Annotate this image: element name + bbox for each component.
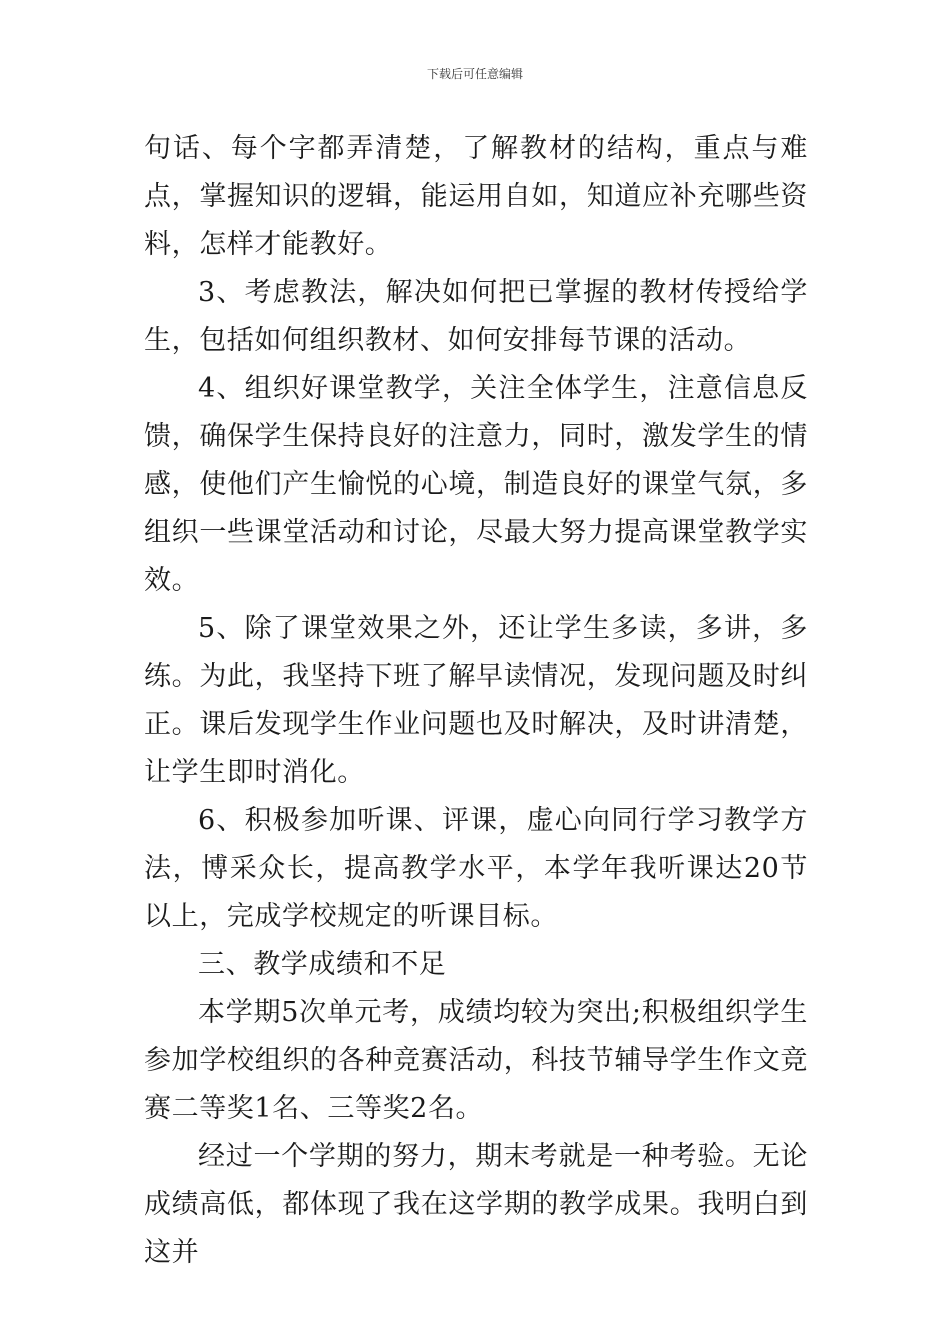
section-heading: 三、教学成绩和不足 [198, 949, 447, 980]
paragraph-item-6: 6、积极参加听课、评课，虚心向同行学习教学方法，博采众长，提高教学水平，本学年我听课达20节以上，完成学校规定的听课目标。 [144, 805, 808, 932]
paragraph-item-4: 4、组织好课堂教学，关注全体学生，注意信息反馈，确保学生保持良好的注意力，同时，激发学生的情感，使他们产生愉悦的心境，制造良好的课堂气氛，多组织一些课堂活动和讨论，尽最大努力提高课堂教学实效。 [144, 373, 808, 596]
paragraph-conclusion: 经过一个学期的努力，期末考就是一种考验。无论成绩高低，都体现了我在这学期的教学成果。我明白到这并 [144, 1141, 808, 1268]
paragraph-results: 本学期5次单元考，成绩均较为突出;积极组织学生参加学校组织的各种竞赛活动，科技节辅导学生作文竞赛二等奖1名、三等奖2名。 [144, 997, 808, 1124]
page-header-note: 下载后可任意编辑 [426, 67, 523, 81]
document-body [144, 125, 808, 1277]
paragraph-item-3: 3、考虑教法，解决如何把已掌握的教材传授给学生，包括如何组织教材、如何安排每节课的活动。 [144, 277, 808, 356]
paragraph-item-5: 5、除了课堂效果之外，还让学生多读，多讲，多练。为此，我坚持下班了解早读情况，发现问题及时纠正。课后发现学生作业问题也及时解决，及时讲清楚，让学生即时消化。 [144, 613, 808, 788]
paragraph-continued: 句话、每个字都弄清楚，了解教材的结构，重点与难点，掌握知识的逻辑，能运用自如，知道应补充哪些资料，怎样才能教好。 [144, 133, 808, 260]
